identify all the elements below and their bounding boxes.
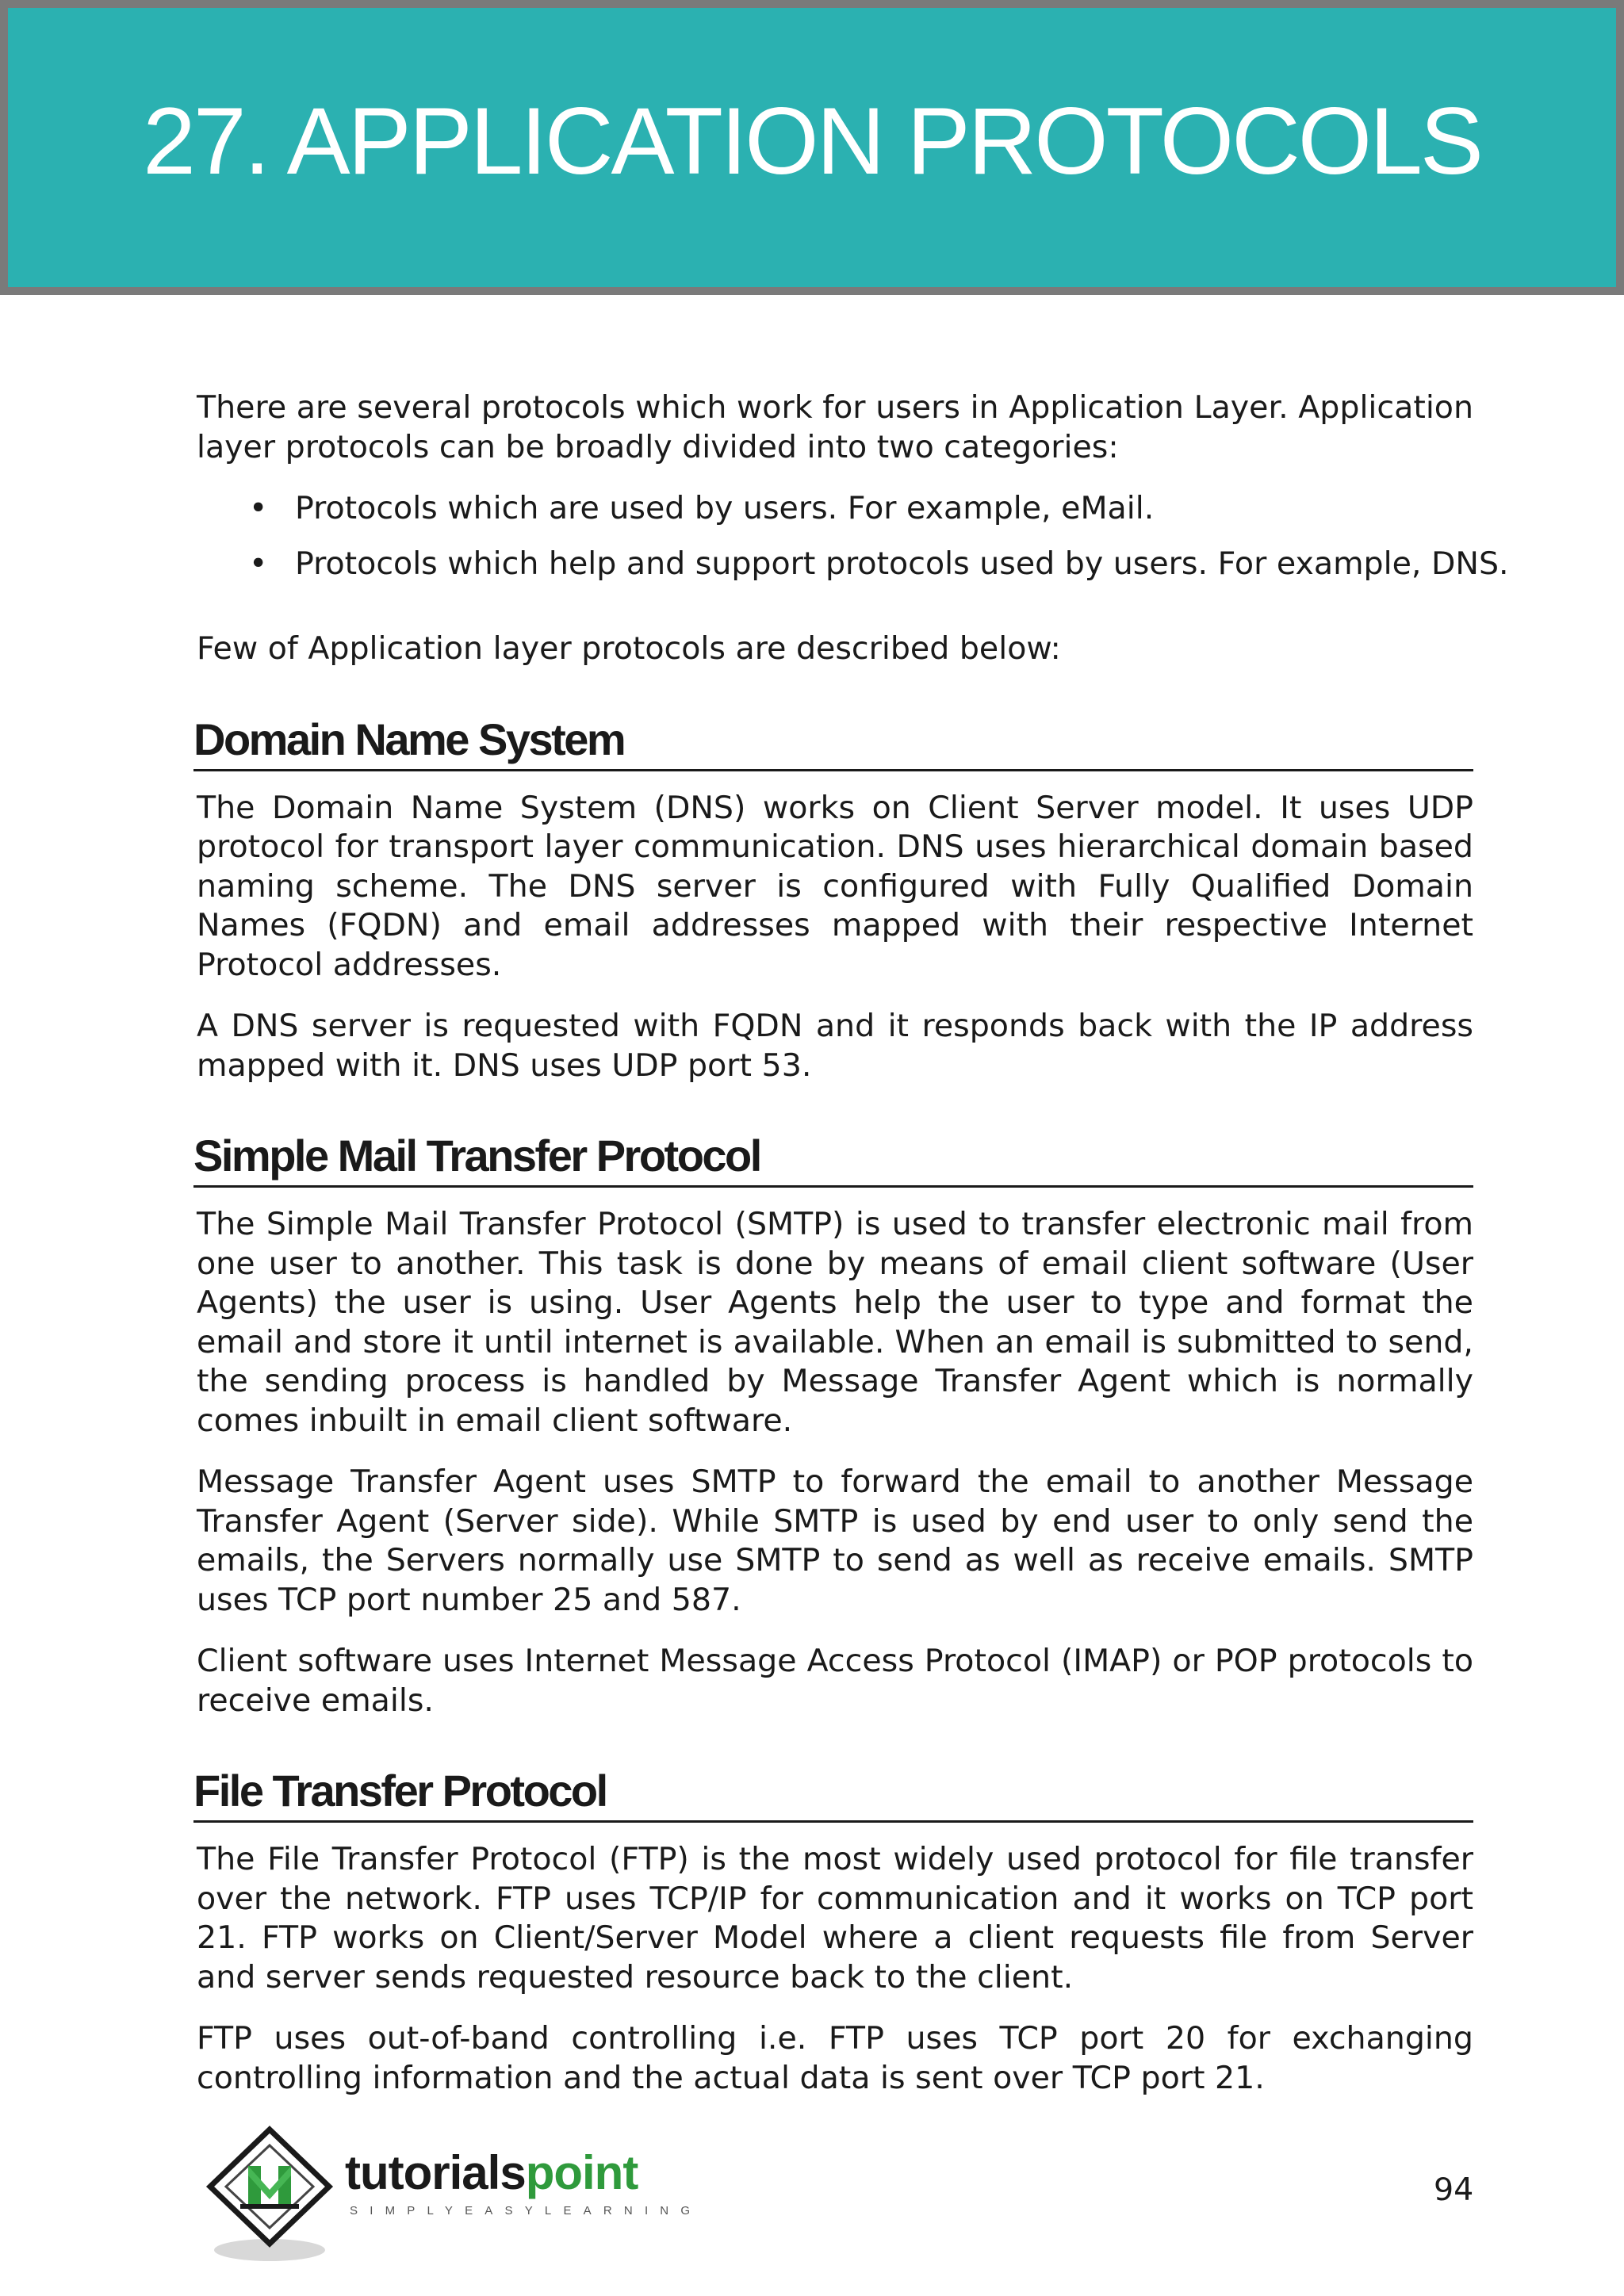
intro-followup: Few of Application layer protocols are described below: xyxy=(197,630,1061,667)
section-paragraph: Client software uses Internet Message Access Protocol (IMAP) or POP protocols to receive emails. xyxy=(197,1643,1473,1719)
list-item xyxy=(197,545,1509,584)
section-paragraph: The Domain Name System (DNS) works on Client Server model. It uses UDP protocol for transport layer communication. DNS uses hierarchical domain based naming scheme. The DNS server is configured with Fully Qualified Domain Names (FQDN) and email addresses mapped with their respective Internet Protocol addresses. xyxy=(197,789,1473,983)
tutorialspoint-logo xyxy=(202,2125,718,2267)
chapter-banner xyxy=(0,0,1624,295)
list-item-text: Protocols which help and support protocols used by users. For example, DNS. xyxy=(295,545,1509,582)
section-heading: File Transfer Protocol xyxy=(193,1765,1473,1823)
section-paragraph: Message Transfer Agent uses SMTP to forward the email to another Message Transfer Agent (Server side). While SMTP is used by end user to only send the emails, the Servers normally use SMTP to send as well as receive emails. SMTP uses TCP port number 25 and 587. xyxy=(197,1464,1473,1618)
section-heading: Domain Name System xyxy=(193,714,1473,771)
page-number: 94 xyxy=(1434,2172,1474,2208)
bullet-icon: • xyxy=(249,490,268,526)
section-heading: Simple Mail Transfer Protocol xyxy=(193,1130,1473,1188)
section-paragraph: The File Transfer Protocol (FTP) is the most widely used protocol for file transfer over the network. FTP uses TCP/IP for communication and it works on TCP port 21. FTP works on Client/Server Model where a client requests file from Server and server sends requested resource back to the client. xyxy=(197,1841,1473,1996)
list-item-text: Protocols which are used by users. For example, eMail. xyxy=(295,490,1155,526)
section-dns xyxy=(193,714,1473,1086)
section-paragraph: FTP uses out-of-band controlling i.e. FTP uses TCP port 20 for exchanging controlling information and the actual data is sent over TCP port 21. xyxy=(197,2020,1473,2096)
logo-wordmark: tutorialspoint xyxy=(345,2146,638,2199)
category-list xyxy=(197,489,1509,584)
page-content xyxy=(193,388,1509,2120)
bullet-icon: • xyxy=(249,545,268,582)
list-item xyxy=(197,489,1473,529)
section-ftp xyxy=(193,1765,1473,2098)
logo-tagline: SIMPLYEASYLEARNING xyxy=(350,2204,703,2218)
section-paragraph: The Simple Mail Transfer Protocol (SMTP) is used to transfer electronic mail from one user to another. This task is done by means of email client software (User Agents) the user is using. User Agents help the user to type and format the email and store it until internet is available. When an email is submitted to send, the sending process is handled by Message Transfer Agent which is normally comes inbuilt in email client software. xyxy=(197,1206,1473,1439)
intro-paragraph: There are several protocols which work for users in Application Layer. Application layer protocols can be broadly divided into two categories: xyxy=(197,389,1473,465)
section-paragraph: A DNS server is requested with FQDN and it responds back with the IP address mapped with it. DNS uses UDP port 53. xyxy=(197,1008,1473,1084)
section-smtp xyxy=(193,1130,1473,1720)
chapter-title: 27. APPLICATION PROTOCOLS xyxy=(143,88,1481,194)
logo-diamond-icon xyxy=(202,2125,337,2267)
